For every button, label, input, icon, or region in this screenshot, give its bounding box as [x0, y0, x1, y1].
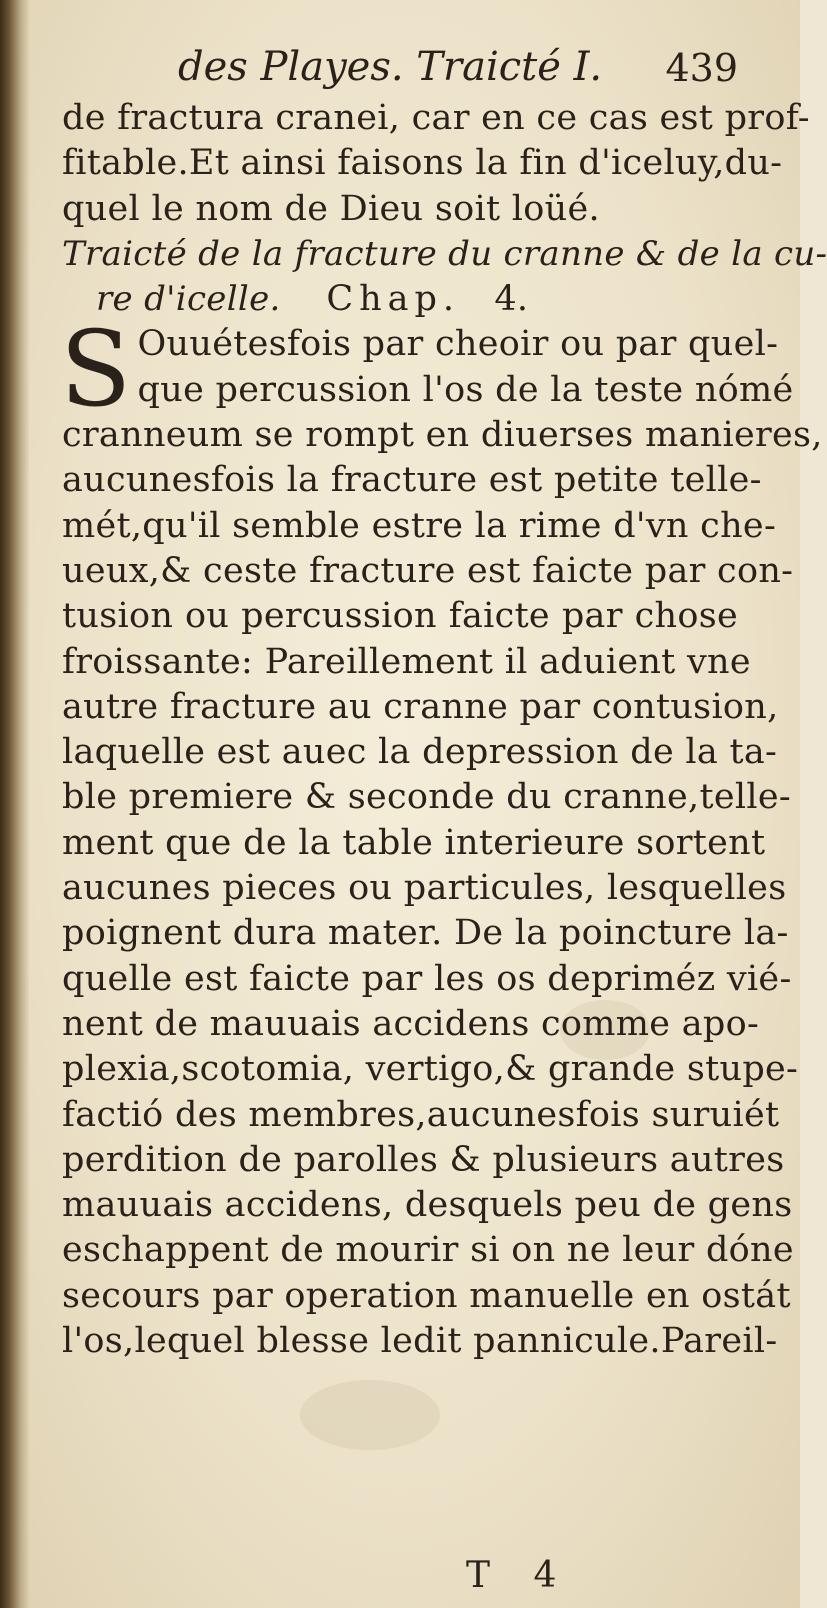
text-line: quelle est faicte par les os depriméz vié-	[62, 958, 792, 999]
drop-cap: S	[60, 308, 132, 431]
text-line: eschappent de mourir si on ne leur dóne	[62, 1230, 794, 1271]
text-line: quel le nom de Dieu soit loüé.	[62, 188, 600, 229]
text-line: que percussion l'os de la teste nómé	[137, 369, 794, 410]
page-number: 439	[665, 46, 738, 90]
text-line: aucunes pieces ou particules, lesquelles	[62, 868, 787, 909]
text-line: plexia,scotomia, vertigo,& grande stupe-	[62, 1049, 799, 1090]
text-line: Ouuétesfois par cheoir ou par quel-	[137, 324, 779, 365]
text-line: de fractura cranei, car en ce cas est prof-	[62, 98, 810, 138]
chapter-title-line: Traicté de la fracture du cranne & de la cu-	[62, 233, 827, 274]
text-line: l'os,lequel blesse ledit pannicule.Pareil-	[62, 1321, 778, 1362]
chapter-number: 4.	[494, 279, 529, 320]
text-line: ment que de la table interieure sortent	[62, 822, 766, 863]
text-line: perdition de parolles & plusieurs autres	[62, 1139, 785, 1180]
text-line: laquelle est auec la depression de la ta-	[62, 732, 778, 773]
signature-mark: T 4	[466, 1555, 573, 1596]
text-line: cranneum se rompt en diuerses manieres,	[62, 415, 823, 456]
chapter-title-line	[62, 277, 738, 322]
drop-cap-paragraph	[60, 308, 794, 431]
paper-stain	[300, 1380, 440, 1450]
text-line: froissante: Pareillement il aduient vne	[62, 641, 751, 682]
text-line: fitable.Et ainsi faisons la fin d'iceluy,du-	[62, 143, 783, 184]
chapter-label: Chap.	[326, 279, 461, 320]
text-line: ble premiere & seconde du cranne,telle-	[62, 777, 791, 818]
text-line: autre fracture au cranne par contusion,	[62, 686, 779, 727]
book-binding-shadow	[0, 0, 30, 1608]
running-title: des Playes. Traicté I.	[178, 44, 603, 90]
text-line: mauuais accidens, desquels peu de gens	[62, 1185, 793, 1226]
text-line: poignent dura mater. De la poincture la-	[62, 913, 789, 954]
text-line: aucunesfois la fracture est petite telle-	[62, 460, 762, 501]
text-line: nent de mauuais accidens comme apo-	[62, 1003, 760, 1044]
text-line: secours par operation manuelle en ostát	[62, 1275, 791, 1316]
text-line: tusion ou percussion faicte par chose	[62, 596, 738, 637]
chapter-title-end: re d'icelle.	[96, 279, 281, 320]
text-line: ueux,& ceste fracture est faicte par con-	[62, 550, 794, 591]
page-body	[60, 96, 827, 1364]
running-header	[178, 36, 738, 98]
text-line: factió des membres,aucunesfois suruiét	[62, 1094, 780, 1135]
text-line: mét,qu'il semble estre la rime d'vn che-	[62, 505, 777, 546]
